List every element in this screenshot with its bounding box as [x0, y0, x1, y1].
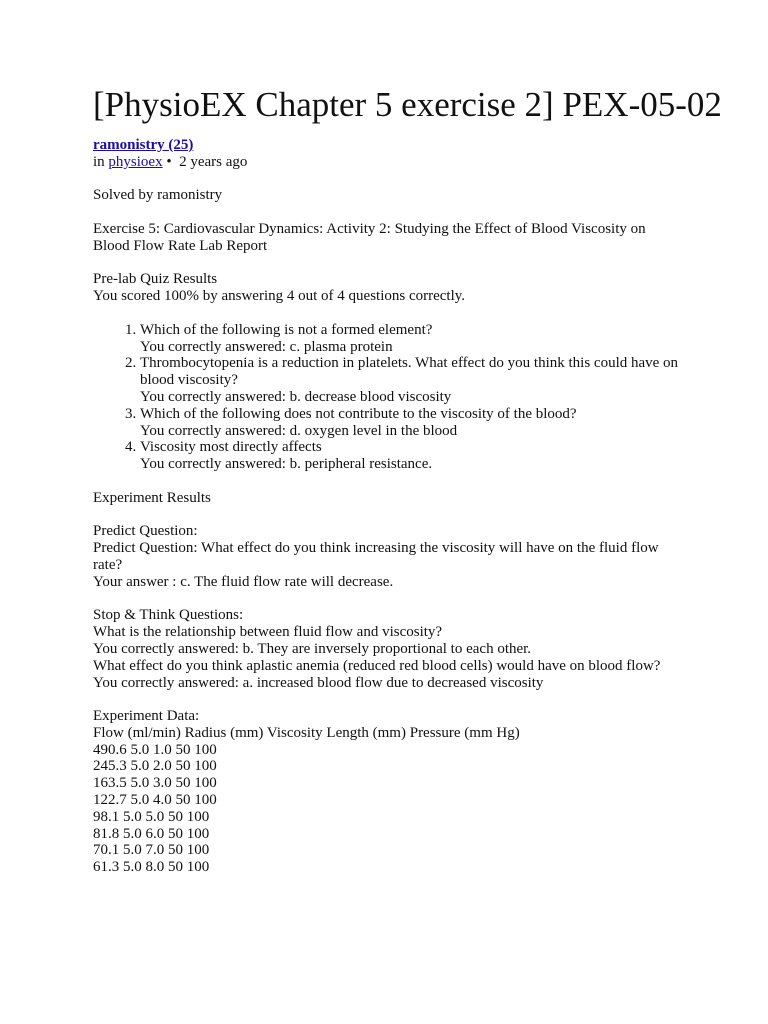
data-row: 70.1 5.0 7.0 50 100: [93, 842, 210, 859]
quiz-answer: You correctly answered: b. decrease blood viscosity: [140, 388, 452, 405]
quiz-item: [140, 355, 683, 405]
exercise-title: Exercise 5: Cardiovascular Dynamics: Activity 2: Studying the Effect of Blood Viscosity on Blood Flow Rate Lab Report: [93, 220, 646, 254]
data-row: 61.3 5.0 8.0 50 100: [93, 859, 210, 876]
predict-answer: Your answer : c. The fluid flow rate will decrease.: [93, 573, 394, 590]
prelab-section: [93, 271, 683, 305]
quiz-answer: You correctly answered: c. plasma protein: [140, 338, 393, 355]
stop-think-heading: Stop & Think Questions:: [93, 607, 244, 624]
prelab-score: You scored 100% by answering 4 out of 4 questions correctly.: [93, 288, 466, 305]
quiz-item: [140, 406, 683, 440]
post-meta: [93, 137, 683, 171]
predict-heading: Predict Question:: [93, 523, 198, 540]
stop-think-question: What effect do you think aplastic anemia (reduced red blood cells) would have on blood flow?: [93, 657, 661, 674]
quiz-question: Which of the following does not contribute to the viscosity of the blood?: [140, 405, 577, 422]
separator-dot: •: [166, 153, 172, 170]
stop-think-answer: You correctly answered: b. They are inversely proportional to each other.: [93, 640, 532, 657]
post-body: [93, 137, 683, 893]
data-row: 490.6 5.0 1.0 50 100: [93, 741, 217, 758]
data-row: 245.3 5.0 2.0 50 100: [93, 758, 217, 775]
quiz-item: [140, 322, 683, 356]
quiz-question: Viscosity most directly affects: [140, 439, 322, 456]
post-time: 2 years ago: [179, 153, 248, 170]
quiz-list: [93, 322, 683, 473]
stop-think-question: What is the relationship between fluid flow and viscosity?: [93, 624, 443, 641]
quiz-answer: You correctly answered: d. oxygen level in the blood: [140, 422, 458, 439]
quiz-question: Thrombocytopenia is a reduction in platelets. What effect do you think this could have on blood viscosity?: [140, 355, 679, 389]
data-row: 98.1 5.0 5.0 50 100: [93, 808, 210, 825]
experiment-data-heading: Experiment Data:: [93, 708, 200, 725]
in-label: in: [93, 153, 105, 170]
data-row: 122.7 5.0 4.0 50 100: [93, 792, 217, 809]
experiment-data-section: [93, 708, 683, 876]
data-row: 81.8 5.0 6.0 50 100: [93, 825, 210, 842]
quiz-answer: You correctly answered: b. peripheral resistance.: [140, 456, 433, 473]
data-row: 163.5 5.0 3.0 50 100: [93, 775, 217, 792]
data-table-header: Flow (ml/min) Radius (mm) Viscosity Length (mm) Pressure (mm Hg): [93, 724, 520, 741]
quiz-item: [140, 439, 683, 473]
predict-question: Predict Question: What effect do you think increasing the viscosity will have on the fluid flow rate?: [93, 540, 659, 573]
stop-think-section: [93, 607, 683, 691]
quiz-question: Which of the following is not a formed element?: [140, 321, 433, 338]
solved-by: Solved by ramonistry: [93, 187, 223, 204]
prelab-heading: Pre-lab Quiz Results: [93, 271, 218, 288]
predict-section: [93, 523, 683, 590]
experiment-results-heading: Experiment Results: [93, 489, 211, 506]
stop-think-answer: You correctly answered: a. increased blood flow due to decreased viscosity: [93, 674, 544, 691]
page-title: [PhysioEX Chapter 5 exercise 2] PEX-05-02: [93, 85, 722, 124]
category-link[interactable]: physioex: [108, 153, 163, 170]
author-link[interactable]: ramonistry (25): [93, 137, 194, 153]
